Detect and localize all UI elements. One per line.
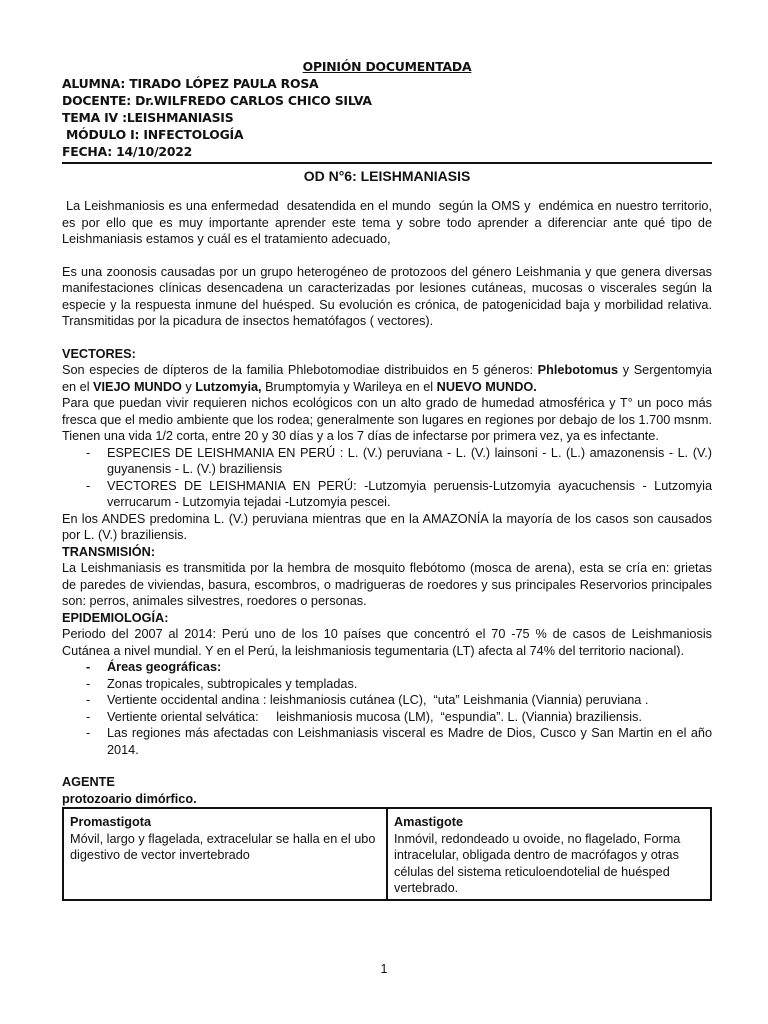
page-number: 1 (380, 962, 388, 976)
vectores-paragraph-2: Para que puedan vivir requieren nichos ecológicos con un alto grado de humedad atmosférica y T° un poco más fresca que el medio ambiente que los rodea; generalmente son lugares en regiones por debajo de los 1.700 msnm. Tienen una vida 1/2 corta, entre 20 y 30 días y a los 7 días de infectarse por primera vez, ya es infectante. (62, 396, 712, 443)
amastigote-cell (387, 808, 711, 900)
phlebotomus-bold: Phlebotomus (537, 363, 619, 377)
dash-bullet: - (86, 676, 91, 691)
dash-bullet: - (86, 660, 91, 674)
transmision-heading: TRANSMISIÓN: (62, 544, 156, 559)
list-item (62, 478, 712, 511)
list-item (62, 692, 712, 709)
list-item-text: Vertiente oriental selvática: leishmaniosis mucosa (LM), “espundia”. L. (Viannia) braziliensis. (107, 709, 642, 724)
promastigota-text: Móvil, largo y flagelada, extracelular se halla en el ubo digestivo de vector invertebrado (70, 831, 376, 862)
promastigota-title: Promastigota (70, 815, 152, 829)
module-line: MÓDULO I: INFECTOLOGÍA (66, 127, 244, 142)
amastigote-text: Inmóvil, redondeado u ovoide, no flagelado, Forma intracelular, obligada dentro de macrófagos y otras células del sistema reticuloendotelial de huésped vertebrado. (394, 831, 681, 895)
teacher-name: DOCENTE: Dr.WILFREDO CARLOS CHICO SILVA (62, 93, 372, 108)
vectores-paragraph-1 (62, 362, 712, 395)
date-line: FECHA: 14/10/2022 (62, 144, 193, 159)
amastigote-title: Amastigote (394, 815, 464, 829)
dash-bullet: - (86, 693, 91, 707)
vectores-text-a: Son especies de dípteros de la familia Phlebotomodiae distribuidos en 5 géneros: (62, 363, 538, 377)
topic-line: TEMA IV :LEISHMANIASIS (62, 110, 234, 125)
agente-table (62, 807, 712, 901)
epidemiologia-paragraph: Periodo del 2007 al 2014: Perú uno de los 10 países que concentró el 70 -75 % de casos de Leishmaniosis Cutánea a nivel mundial. Y en el Perú, la leishmaniosis tegumentaria (LT) afecta al 74% del territorio nacional). (62, 627, 712, 658)
document-page (62, 58, 720, 901)
lutzomyia-bold: Lutzomyia, (195, 379, 262, 394)
document-title: OPINIÓN DOCUMENTADA (302, 59, 472, 74)
nuevo-mundo-bold: NUEVO MUNDO. (436, 379, 537, 394)
header-divider (62, 162, 712, 164)
promastigota-cell (63, 808, 387, 900)
vectores-list (62, 445, 712, 511)
intro-paragraph-2: Es una zoonosis causadas por un grupo heterogéneo de protozoos del género Leishmania y que genera diversas manifestaciones clínicas desencadena un caracterizadas por lesiones cutáneas, mucosas o viscerales según la especie y la respuesta inmune del huésped. Su evolución es crónica, de patogenicidad baja y morbilidad relativa. Transmitidas por la picadura de insectos hematófagos ( vectores). (62, 264, 712, 328)
list-item-text: VECTORES DE LEISHMANIA EN PERÚ: -Lutzomyia peruensis-Lutzomyia ayacuchensis - Lutzomyia verrucarum - Lutzomyia tejadai -Lutzomyia pescei. (107, 478, 712, 509)
dash-bullet: - (86, 709, 91, 724)
od-title: OD N°6: LEISHMANIASIS (303, 168, 471, 184)
areas-geograficas-label: Áreas geográficas: (107, 660, 222, 674)
list-item (62, 659, 712, 676)
agente-heading: AGENTE (62, 775, 115, 789)
list-item-text: ESPECIES DE LEISHMANIA EN PERÚ : L. (V.) peruviana - L. (V.) lainsoni - L. (L.) amazonensis - L. (V.) guyanensis - L. (V.) braziliensis (107, 445, 712, 476)
list-item (62, 445, 712, 478)
table-row (63, 808, 711, 900)
dash-bullet: - (86, 478, 91, 493)
student-name: ALUMNA: TIRADO LÓPEZ PAULA ROSA (62, 76, 319, 91)
transmision-paragraph: La Leishmaniasis es transmitida por la hembra de mosquito flebótomo (mosca de arena), esta se cría en: grietas de paredes de viviendas, basura, escombros, o madrigueras de roedores y sus principales Reservorios principales son: perros, animales silvestres, roedores o personas. (62, 561, 712, 608)
vectores-heading: VECTORES: (62, 346, 136, 361)
vectores-text-e: y (181, 379, 196, 394)
list-item-text: Las regiones más afectadas con Leishmaniasis visceral es Madre de Dios, Cusco y San Martin en el año 2014. (107, 726, 712, 757)
epidemiologia-heading: EPIDEMIOLOGÍA: (62, 610, 169, 625)
vectores-text-c: y Sergentomyia en el (62, 363, 712, 394)
list-item (62, 709, 712, 726)
list-item-text: Vertiente occidental andina : leishmaniosis cutánea (LC), “uta” Leishmania (Viannia) peruviana . (107, 693, 649, 707)
viejo-mundo-bold: VIEJO MUNDO (93, 379, 182, 394)
dash-bullet: - (86, 726, 91, 740)
vectores-text-g: Brumptomyia y Warileya en el (261, 379, 437, 394)
vectores-paragraph-3: En los ANDES predomina L. (V.) peruviana mientras que en la AMAZONÍA la mayoría de los casos son causados por L. (V.) braziliensis. (62, 511, 712, 542)
agente-subheading: protozoario dimórfico. (62, 791, 197, 806)
list-item-text: Zonas tropicales, subtropicales y templadas. (107, 676, 358, 691)
intro-paragraph-1: La Leishmaniosis es una enfermedad desatendida en el mundo según la OMS y endémica en nuestro territorio, es por ello que es muy importante aprender este tema y sobre todo aprender a diferenciar ante qué tipo de Leishmaniasis estamos y cuál es el tratamiento adecuado, (62, 199, 720, 246)
list-item (62, 676, 712, 693)
document-header (62, 58, 712, 160)
epidemiologia-list (62, 659, 712, 758)
dash-bullet: - (86, 445, 91, 460)
list-item (62, 725, 712, 758)
